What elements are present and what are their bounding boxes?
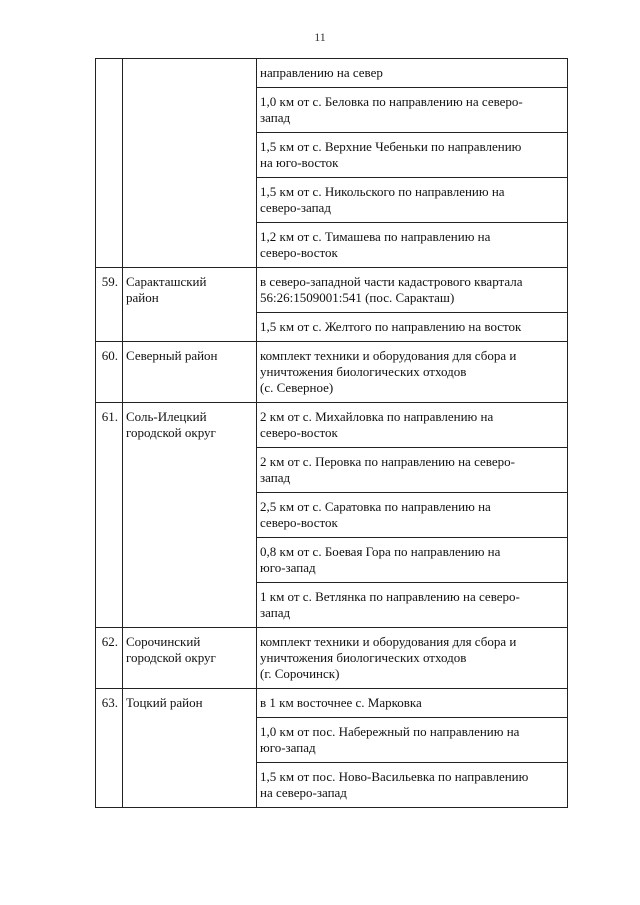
disposal-location: комплект техники и оборудования для сбора и уничтожения биологических отходов (с. Северное) bbox=[257, 342, 568, 403]
disposal-location: 1,0 км от с. Беловка по направлению на северо- запад bbox=[257, 88, 568, 133]
row-number: 60. bbox=[96, 342, 123, 403]
disposal-location: в северо-западной части кадастрового квартала 56:26:1509001:541 (пос. Саракташ) bbox=[257, 268, 568, 313]
district-name: Северный район bbox=[123, 342, 257, 403]
district-name: Сорочинский городской округ bbox=[123, 628, 257, 689]
disposal-location: 1 км от с. Ветлянка по направлению на северо- запад bbox=[257, 583, 568, 628]
disposal-location: 1,0 км от пос. Набережный по направлению на юго-запад bbox=[257, 718, 568, 763]
document-table bbox=[95, 58, 568, 808]
row-number bbox=[96, 59, 123, 268]
district-name: Соль-Илецкий городской округ bbox=[123, 403, 257, 628]
disposal-location: направлению на север bbox=[257, 59, 568, 88]
table-body bbox=[96, 59, 568, 808]
page-number: 11 bbox=[314, 30, 326, 44]
table-row bbox=[96, 403, 568, 448]
table-row bbox=[96, 342, 568, 403]
disposal-location: 2 км от с. Михайловка по направлению на северо-восток bbox=[257, 403, 568, 448]
row-number: 61. bbox=[96, 403, 123, 628]
row-number: 63. bbox=[96, 689, 123, 808]
district-name: Саракташский район bbox=[123, 268, 257, 342]
table-row bbox=[96, 689, 568, 718]
table-row bbox=[96, 628, 568, 689]
disposal-location: 1,5 км от с. Верхние Чебеньки по направлению на юго-восток bbox=[257, 133, 568, 178]
district-name: Тоцкий район bbox=[123, 689, 257, 808]
district-name bbox=[123, 59, 257, 268]
row-number: 62. bbox=[96, 628, 123, 689]
disposal-location: 0,8 км от с. Боевая Гора по направлению на юго-запад bbox=[257, 538, 568, 583]
disposal-location: 1,2 км от с. Тимашева по направлению на северо-восток bbox=[257, 223, 568, 268]
disposal-location: 1,5 км от пос. Ново-Васильевка по направлению на северо-запад bbox=[257, 763, 568, 808]
disposal-location: 1,5 км от с. Желтого по направлению на восток bbox=[257, 313, 568, 342]
disposal-location: 2 км от с. Перовка по направлению на северо- запад bbox=[257, 448, 568, 493]
table-row bbox=[96, 268, 568, 313]
disposal-location: в 1 км восточнее с. Марковка bbox=[257, 689, 568, 718]
table-row bbox=[96, 59, 568, 88]
disposal-location: 2,5 км от с. Саратовка по направлению на северо-восток bbox=[257, 493, 568, 538]
disposal-location: комплект техники и оборудования для сбора и уничтожения биологических отходов (г. Сорочинск) bbox=[257, 628, 568, 689]
row-number: 59. bbox=[96, 268, 123, 342]
disposal-location: 1,5 км от с. Никольского по направлению на северо-запад bbox=[257, 178, 568, 223]
